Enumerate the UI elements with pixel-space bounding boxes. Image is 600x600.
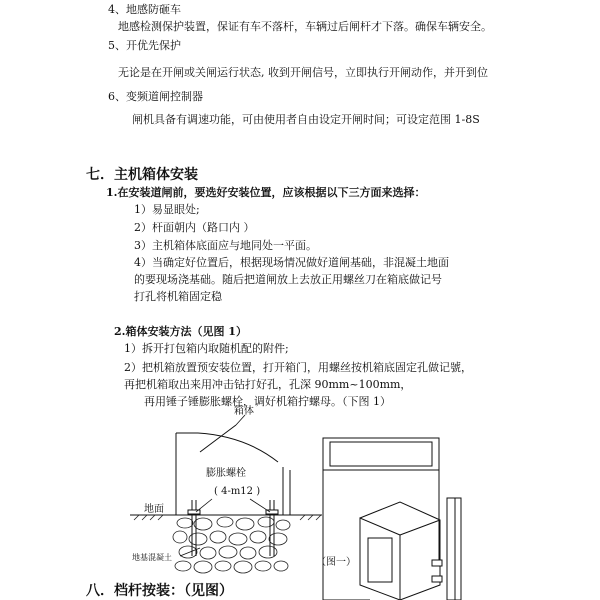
item5-body: 无论是在开闸或关闸运行状态, 收到开闸信号，立即执行开闸动作，并开到位 <box>118 66 488 79</box>
figure-caption: （图一） <box>316 557 356 568</box>
sub1-item-3: 3）主机箱体底面应与地同处一平面。 <box>134 239 317 252</box>
item6-title: 6、变频道闸控制器 <box>108 90 203 103</box>
label-ground: 地面 <box>144 504 164 515</box>
cabinet-perspective <box>323 438 461 600</box>
sub1-item-1: 1）易显眼处; <box>134 203 200 216</box>
sub1-item-4: 4）当确定好位置后，根据现场情况做好道闸基础，非混凝土地面 <box>134 256 449 269</box>
label-expansion-bolt: 膨胀螺栓 <box>206 468 246 479</box>
sub1-item-4-cont2: 打孔将机箱固定稳 <box>134 290 222 303</box>
section7-sub1-title: 1.在安装道闸前，要选好安装位置，应该根据以下三方面来选择： <box>106 186 426 199</box>
foundation-rocks <box>172 515 290 575</box>
sub2-item-2-cont2: 再用锤子锤膨胀螺栓，调好机箱拧螺母。（下图 1） <box>144 395 391 408</box>
section8-title: 八．档杆按装：（见图） <box>86 583 233 599</box>
item5-title: 5、开优先保护 <box>108 39 181 52</box>
sub2-item-2: 2）把机箱放置预安装位置，打开箱门，用螺丝按机箱底固定孔做记號， <box>124 361 472 374</box>
label-foundation: 地基混凝土 <box>132 553 172 562</box>
sub2-item-2-cont: 再把机箱取出来用冲击钻打好孔，孔深 90mm~100mm， <box>124 378 412 391</box>
sub2-item-1: 1）拆开打包箱内取随机配的附件; <box>124 342 289 355</box>
item4-title: 4、地感防砸车 <box>108 3 181 16</box>
label-bolt-spec: ( 4-m12 ) <box>214 486 261 497</box>
sub1-item-2: 2）杆面朝内（路口内 ） <box>134 221 255 234</box>
sub1-item-4-cont: 的要现场浇基础。随后把道闸放上去放正用螺丝刀在箱底做记号 <box>134 273 442 286</box>
item6-body: 闸机具备有调速功能，可由使用者自由设定开闸时间；可设定范围 1-8S <box>132 113 480 126</box>
label-cabinet: 箱体 <box>234 406 254 417</box>
section7-sub2-title: 2.箱体安装方法（见图 1） <box>114 325 247 338</box>
item4-body: 地感检测保护装置，保证有车不落杆，车辆过后闸杆才下落。确保车辆安全。 <box>118 20 492 33</box>
section7-title: 七．主机箱体安装 <box>86 167 198 183</box>
